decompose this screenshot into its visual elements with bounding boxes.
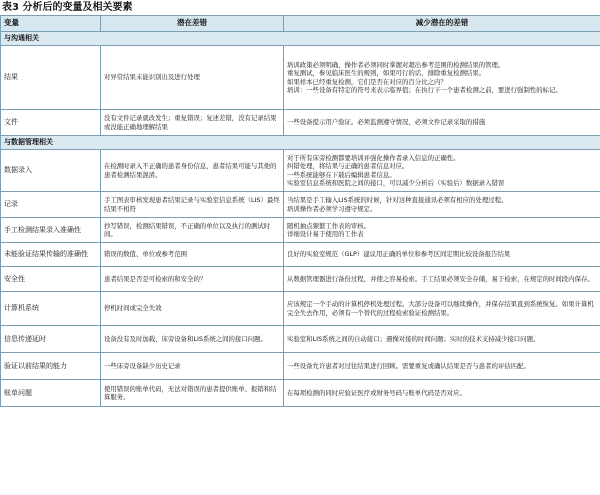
header-potential-error: 潜在差错 <box>101 16 284 32</box>
table-row <box>1 326 600 353</box>
table-caption: 表3 分析后的变量及相关要素 <box>2 2 133 13</box>
table-row <box>1 267 600 292</box>
error-cell: 在检测时录入不正确的患者身份信息，患者结果可能与其他的患者检测结果混淆。 <box>101 150 284 192</box>
error-cell: 患者结果是否是可检索的和安全的？ <box>101 267 284 292</box>
variable-cell: 账单问题 <box>1 380 101 407</box>
table-row <box>1 243 600 267</box>
reduce-cell: 培训政策必须明确，操作者必须同时掌握对超出参考范围的检测结果的管理。 重复测试，参见临床医生的规则，如果可行的话，排除重复检测结果。 如果样本已经重复检测，它们是否在对应的百分比之内？ 培训：一些设备有特定的符号来表示临界值；在执行下一个患者检测之前，要进行强制性的标记。 <box>284 46 600 110</box>
variable-cell: 文件 <box>1 110 101 136</box>
reduce-cell: 一些设备提示用户验证。必须监测遵守情况，必须文件记录采取的措施 <box>284 110 600 136</box>
table-row <box>1 380 600 407</box>
reduce-cell: 从数据管理器进行备份过程，并使之容易检索。手工结果必须安全存储，易于检索，在规定的时间段内保存。 <box>284 267 600 292</box>
variable-cell: 数据录入 <box>1 150 101 192</box>
reduce-cell: 在每项检测的同时应验证医疗或财务号码与账单代码是否对应。 <box>284 380 600 407</box>
table-row <box>1 46 600 110</box>
table-row <box>1 110 600 136</box>
variables-table <box>0 15 600 407</box>
variable-cell: 手工检测结果录入准确性 <box>1 218 101 243</box>
header-reduce-error: 减少潜在的差错 <box>284 16 600 32</box>
variable-cell: 计算机系统 <box>1 292 101 326</box>
variable-cell: 信息传递延时 <box>1 326 101 353</box>
variable-cell: 未能验证结果传输的准确性 <box>1 243 101 267</box>
reduce-cell: 良好的实验室规范（GLP）建议用正确的单位和参考区间定期比较设备报告结果 <box>284 243 600 267</box>
reduce-cell: 实验室和LIS系统之间的自动接口；遇操对接的时间问题；实时的技术支持减少接口问题。 <box>284 326 600 353</box>
error-cell: 对异常结果未能识别出及进行处理 <box>101 46 284 110</box>
reduce-cell: 一些设备允许患者对过往结果进行回顾。需要重复或确认结果是否与患者的评估匹配。 <box>284 353 600 380</box>
table-row <box>1 150 600 192</box>
group-header-data-management: 与数据管理相关 <box>1 136 600 150</box>
reduce-cell: 随机抽点频繁工作表的审核。 详细设计易于使用的工作表 <box>284 218 600 243</box>
table-row <box>1 292 600 326</box>
error-cell: 手工图表审核发现患者结果记录与实验室信息系统（LIS）最终结果不相符 <box>101 192 284 218</box>
table-row <box>1 192 600 218</box>
variable-cell: 记录 <box>1 192 101 218</box>
reduce-cell: 应该规定一个手动的计算机停机处理过程。大部分设备可以继续操作，并保存结果直到系统恢复。如果计算机完全失去作用，必须有一个替代的过程检索验证检测结果。 <box>284 292 600 326</box>
error-cell: 一些床旁设备缺少历史记录 <box>101 353 284 380</box>
table-row <box>1 353 600 380</box>
error-cell: 停机时间或完全失效 <box>101 292 284 326</box>
variable-cell: 结果 <box>1 46 101 110</box>
reduce-cell: 当结果是手工输入LIS系统的时候，针对这种直接通讯必须有相应的处理过程。 培训操作者必须学习遵守规定。 <box>284 192 600 218</box>
table-header-row <box>1 16 600 32</box>
error-cell: 没有文件记录就改发生；重复错误；复述差错，没有记录结果或没能正确地理解结果 <box>101 110 284 136</box>
reduce-cell: 对于所有床旁检测都要培训并强化操作者录入信息的正确性。 纠错处理，将结果与正确的患者信息对应。 一些系统能够在下载后编辑患者信息。 实验室信息系统和医院之间的接口，可以减少分析后（实验后）数据录入错误 <box>284 150 600 192</box>
table-row <box>1 218 600 243</box>
error-cell: 设备没有及时加载，床旁设备和LIS系统之间的接口问题。 <box>101 326 284 353</box>
error-cell: 抄写错误，检测结果错误，不正确的单位以及执行的测试时间。 <box>101 218 284 243</box>
header-variable: 变量 <box>1 16 101 32</box>
error-cell: 使用错误的账单代码，无法对错误的患者提供账单、报销和结算服务。 <box>101 380 284 407</box>
error-cell: 错误的数值、单位或参考范围 <box>101 243 284 267</box>
variable-cell: 安全性 <box>1 267 101 292</box>
variable-cell: 验证以前结果的能力 <box>1 353 101 380</box>
group-header-communication: 与沟通相关 <box>1 32 600 46</box>
